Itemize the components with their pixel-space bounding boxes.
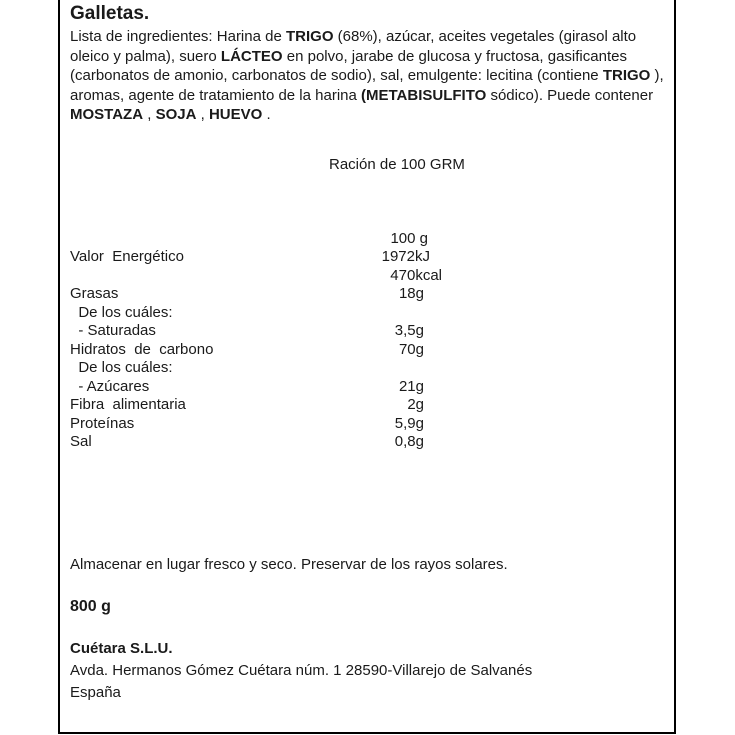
nutrient-value: 5,9g <box>394 415 424 432</box>
energy-kcal: 470kcal <box>390 267 442 284</box>
storage-instructions: Almacenar en lugar fresco y seco. Preservar de los rayos solares. <box>70 556 508 573</box>
nutrient-label: Sal <box>70 433 92 450</box>
energy-kj: 1972kJ <box>381 248 430 265</box>
ration-label: Ración de 100 GRM <box>329 156 465 173</box>
nutrient-label: Fibra alimentaria <box>70 396 186 413</box>
allergen-text: HUEVO <box>208 106 263 123</box>
allergen-text: SOJA <box>155 106 197 123</box>
net-weight: 800 g <box>70 598 111 615</box>
nutrient-value: 18g <box>398 285 424 302</box>
manufacturer-name: Cuétara S.L.U. <box>70 640 173 657</box>
product-title: Galletas. <box>70 3 150 24</box>
nutrient-value: 70g <box>398 341 424 358</box>
nutrient-label: Proteínas <box>70 415 135 432</box>
nutrient-value: 0,8g <box>394 433 424 450</box>
allergen-text: MOSTAZA <box>70 106 144 123</box>
nutrient-value: 2g <box>407 396 424 413</box>
nutrient-label: - Saturadas <box>70 322 156 339</box>
allergen-text: TRIGO <box>602 67 651 84</box>
allergen-text: TRIGO <box>285 28 334 45</box>
ingredient-text: . <box>262 106 271 123</box>
nutrient-label: Grasas <box>70 285 119 302</box>
allergen-text: (METABISULFITO <box>361 86 487 104</box>
manufacturer-country: España <box>70 684 121 701</box>
nutrient-label: Hidratos de carbono <box>70 341 214 358</box>
ingredient-text: (68%), azúcar, aceites vegetales (girasol alto oleico y palma), suero <box>70 28 637 65</box>
ingredient-text: Lista de ingredientes: Harina de <box>70 28 286 45</box>
ingredient-text: , <box>143 106 156 123</box>
nutrient-label: De los cuáles: <box>70 304 173 321</box>
allergen-text: LÁCTEO <box>220 47 283 65</box>
nutrient-value: 3,5g <box>394 322 424 339</box>
ingredients-list <box>70 27 670 125</box>
ingredient-text: en polvo, jarabe de glucosa y fructosa, gasificantes (carbonatos de amonio, carbonatos de sodio), sal, emulgente: lecitina (contiene <box>70 47 627 84</box>
ingredient-text: ), aromas, agente de tratamiento de la harina <box>70 67 664 104</box>
ingredient-text: sódico). Puede contener <box>486 86 654 104</box>
serving-size: 100 g <box>390 230 428 247</box>
nutrient-label: De los cuáles: <box>70 359 173 376</box>
manufacturer-address: Avda. Hermanos Gómez Cuétara núm. 1 28590-Villarejo de Salvanés <box>70 662 533 679</box>
nutrient-value: 21g <box>398 378 424 395</box>
energy-label: Valor Energético <box>70 248 184 265</box>
ingredient-text: , <box>196 106 209 123</box>
nutrient-label: - Azúcares <box>70 378 150 395</box>
